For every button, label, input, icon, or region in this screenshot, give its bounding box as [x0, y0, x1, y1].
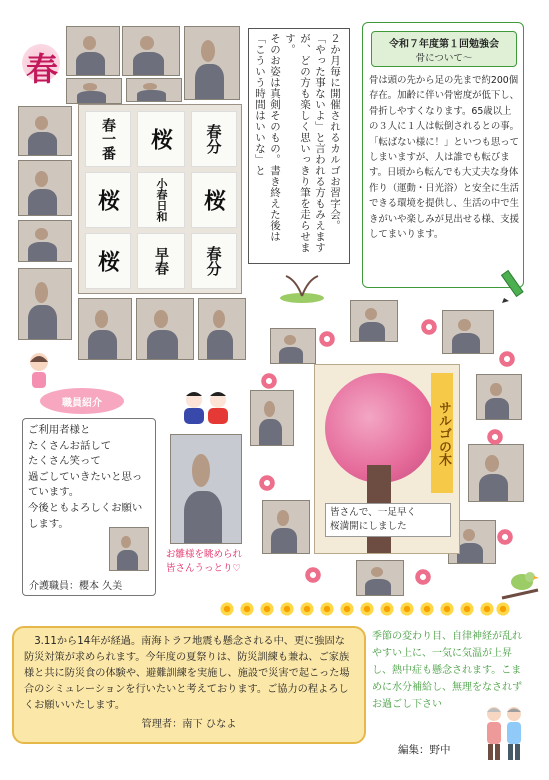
blossom-icon [304, 566, 322, 584]
study-box [362, 22, 524, 288]
calligraphy-sheet: 桜 [191, 172, 237, 228]
blossom-icon [420, 318, 438, 336]
calligraphy-sheet: 桜 [85, 172, 131, 228]
tree-label: サルゴの木 [431, 373, 453, 493]
photo-circle-2 [350, 300, 398, 342]
study-body: 骨は頭の先から足の先まで約200個存在。加齢に伴い骨密度が低下し、骨折しやすくなります。65歳以上の３人に１人は転倒されるとの事。「転ばない様に！」といつも思ってしまいますが、人は誰でも転びます。日頃から転んでも大丈夫な身体作り（運動・日光浴）と安全に生活できる環境を提供し、生活の中で生きがいや楽しみが見出せる様、支援してまいります。 [369, 75, 520, 241]
photo-circle-3 [442, 310, 494, 354]
calligraphy-text-box [248, 28, 350, 264]
calligraphy-sheet: 春一番 [85, 111, 131, 167]
blossom-icon [414, 568, 432, 586]
staff-photo [109, 527, 149, 571]
photo-circle-9 [356, 560, 404, 596]
blossom-icon [258, 474, 276, 492]
photo-calligraphy-4 [66, 78, 122, 104]
photo-row-2 [136, 298, 194, 360]
blossom-icon [496, 528, 514, 546]
blossom-icon [318, 330, 336, 348]
calligraphy-board [78, 104, 242, 294]
calligraphy-text: ２か月毎に開催されるカルゴお習字会。 「やった事ないよ」と言われる方もみえます が、どの方も楽しく思いっきり筆を走らせます。 そのお姿は真剣そのもの。書き終えた後は 「こういう時間はいいな」と [254, 33, 341, 253]
sakura-caption: 皆さんで、一足早く 桜満開にしました [325, 503, 451, 537]
photo-circle-4 [476, 374, 522, 420]
photo-circle-7 [262, 500, 310, 554]
season-note: 季節の変わり目、自律神経が乱れやすい上に、一気に気温が上昇し、熱中症も懸念されます。こまめに水分補給し、無理をなされずお過ごし下さい [372, 631, 522, 710]
sakura-tree-photo [314, 364, 460, 554]
calligraphy-sheet: 桜 [85, 233, 131, 289]
blossom-icon [486, 428, 504, 446]
photo-calligraphy-3 [184, 26, 240, 100]
photo-circle-1 [270, 328, 316, 364]
photo-calligraphy-5 [126, 78, 182, 102]
staff-text: ご利用者様と たくさんお話して たくさん笑って 過ごしていきたいと思っています。 今後ともよろしくお願いします。 [28, 424, 143, 530]
hina-dolls-icon [174, 388, 238, 426]
photo-circle-6 [468, 444, 524, 502]
staff-badge: 職員紹介 [40, 388, 124, 414]
photo-circle-5 [250, 390, 294, 446]
sprout-icon [276, 266, 328, 304]
staff-signature: 介護職員：櫻本 久美 [29, 581, 123, 592]
study-title: 令和７年度第１回勉強会 [389, 39, 499, 50]
photo-left-4 [18, 268, 72, 340]
calligraphy-sheet: 春分 [191, 233, 237, 289]
flower-border [220, 602, 510, 616]
photo-row-3 [198, 298, 246, 360]
bird-icon [500, 566, 540, 602]
elderly-couple-icon [476, 702, 532, 762]
disaster-box [12, 626, 366, 744]
calligraphy-sheet: 早春 [137, 233, 185, 289]
calligraphy-sheet: 小春日和 [137, 172, 185, 228]
photo-left-3 [18, 220, 72, 262]
calligraphy-sheet: 桜 [137, 111, 185, 167]
hina-caption: お雛様を眺められ 皆さんうっとり♡ [166, 549, 243, 574]
calligraphy-sheet: 春分 [191, 111, 237, 167]
study-subtitle: 骨について〜 [415, 53, 473, 64]
disaster-body: 3.11から14年が経過。南海トラフ地震も懸念される中、更に強固な防災対策が求められます。今年度の夏祭りは、防災訓練も兼ね、ご家族様と共に防災食の体験や、避難訓練を実施し、施設で災害で起こった場合のシミュレーションを行いたいと考えております。ご協力の程よろしくお願いいたします。 [24, 636, 350, 711]
photo-calligraphy-2 [122, 26, 180, 76]
study-title-scroll [371, 31, 517, 67]
blossom-icon [498, 350, 516, 368]
photo-calligraphy-1 [66, 26, 120, 76]
disaster-signature: 管理者：南下 ひなよ [141, 719, 237, 730]
girl-icon [24, 350, 54, 390]
editor-label: 編集：野中 [398, 744, 451, 756]
photo-left-2 [18, 160, 72, 216]
spring-title: 春 [20, 38, 64, 98]
pencil-icon [496, 268, 532, 304]
photo-left-1 [18, 106, 72, 156]
photo-hina-display [170, 434, 242, 544]
blossom-icon [260, 372, 278, 390]
staff-box [22, 418, 156, 596]
photo-row-1 [78, 298, 132, 360]
